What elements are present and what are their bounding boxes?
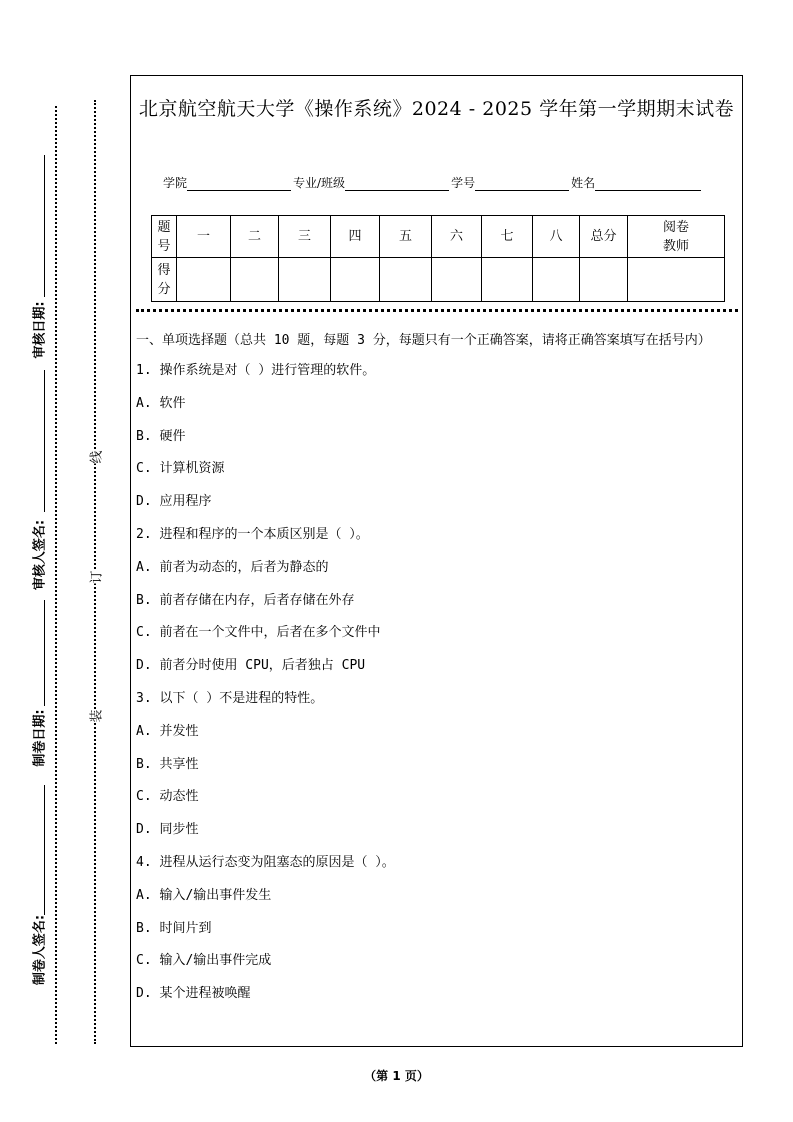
score-col-1: 一 bbox=[177, 216, 231, 258]
score-cell[interactable] bbox=[279, 258, 331, 302]
score-table-row2-label: 得 分 bbox=[152, 258, 177, 302]
maker-sign-line bbox=[44, 785, 45, 915]
score-col-total: 总分 bbox=[580, 216, 628, 258]
score-col-2: 二 bbox=[231, 216, 279, 258]
score-cell[interactable] bbox=[331, 258, 380, 302]
question-2-option-b: B. 前者存储在内存，后者存储在外存 bbox=[136, 592, 355, 608]
field-id-line[interactable] bbox=[475, 178, 569, 191]
score-cell[interactable] bbox=[380, 258, 432, 302]
question-2-stem: 2. 进程和程序的一个本质区别是（ ）。 bbox=[136, 526, 369, 542]
score-table-header-row bbox=[152, 216, 725, 258]
question-2-option-a: A. 前者为动态的，后者为静态的 bbox=[136, 559, 329, 575]
score-cell[interactable] bbox=[432, 258, 482, 302]
score-col-5: 五 bbox=[380, 216, 432, 258]
score-col-4: 四 bbox=[331, 216, 380, 258]
field-name-label: 姓名 bbox=[571, 176, 596, 190]
score-cell[interactable] bbox=[177, 258, 231, 302]
exam-title: 北京航空航天大学《操作系统》2024 - 2025 学年第一学期期末试卷 bbox=[138, 98, 735, 120]
question-4-option-d: D. 某个进程被唤醒 bbox=[136, 986, 251, 1002]
page-number: （第 1 页） bbox=[364, 1069, 429, 1083]
question-3-option-b: B. 共享性 bbox=[136, 756, 199, 772]
make-date-line bbox=[44, 600, 45, 706]
score-table-score-row bbox=[152, 258, 725, 302]
field-major-line[interactable] bbox=[345, 178, 449, 191]
question-3-option-d: D. 同步性 bbox=[136, 822, 199, 838]
score-table bbox=[151, 215, 725, 302]
field-major-label: 专业/班级 bbox=[293, 176, 346, 190]
reviewer-sign-line bbox=[44, 370, 45, 512]
score-cell[interactable] bbox=[482, 258, 533, 302]
question-1-stem: 1. 操作系统是对（ ）进行管理的软件。 bbox=[136, 363, 376, 378]
review-date-line bbox=[44, 155, 45, 297]
field-college-line[interactable] bbox=[187, 178, 291, 191]
score-col-8: 八 bbox=[533, 216, 580, 258]
question-2-option-c: C. 前者在一个文件中，后者在多个文件中 bbox=[136, 625, 381, 641]
question-3-option-c: C. 动态性 bbox=[136, 789, 199, 805]
field-id-label: 学号 bbox=[451, 176, 476, 190]
question-4-option-a: A. 输入/输出事件发生 bbox=[136, 887, 272, 903]
student-info-row bbox=[163, 174, 723, 191]
binding-dotted-line-outer bbox=[55, 106, 57, 1044]
field-college-label: 学院 bbox=[163, 176, 188, 190]
question-4-option-b: B. 时间片到 bbox=[136, 920, 212, 936]
score-cell[interactable] bbox=[231, 258, 279, 302]
score-cell-grader[interactable] bbox=[628, 258, 725, 302]
question-4-option-c: C. 输入/输出事件完成 bbox=[136, 953, 272, 969]
question-4-stem: 4. 进程从运行态变为阻塞态的原因是（ ）。 bbox=[136, 854, 395, 870]
score-col-6: 六 bbox=[432, 216, 482, 258]
question-2-option-d: D. 前者分时使用 CPU，后者独占 CPU bbox=[136, 658, 366, 674]
question-1-option-b: B. 硬件 bbox=[136, 428, 186, 444]
field-name-line[interactable] bbox=[595, 178, 701, 191]
question-3-stem: 3. 以下（ ）不是进程的特性。 bbox=[136, 690, 324, 706]
section1-content bbox=[136, 330, 740, 1016]
dotted-separator bbox=[136, 309, 738, 312]
question-1-option-d: D. 应用程序 bbox=[136, 494, 212, 510]
score-table-row1-label: 题 号 bbox=[152, 216, 177, 258]
score-col-7: 七 bbox=[482, 216, 533, 258]
score-cell-total[interactable] bbox=[580, 258, 628, 302]
score-col-grader: 阅卷 教师 bbox=[628, 216, 725, 258]
section1-heading: 一、单项选择题（总共 10 题，每题 3 分，每题只有一个正确答案，请将正确答案填写在括号内） bbox=[136, 333, 711, 348]
question-3-option-a: A. 并发性 bbox=[136, 723, 199, 739]
score-cell[interactable] bbox=[533, 258, 580, 302]
question-1-option-c: C. 计算机资源 bbox=[136, 461, 225, 477]
score-col-3: 三 bbox=[279, 216, 331, 258]
question-1-option-a: A. 软件 bbox=[136, 395, 186, 411]
